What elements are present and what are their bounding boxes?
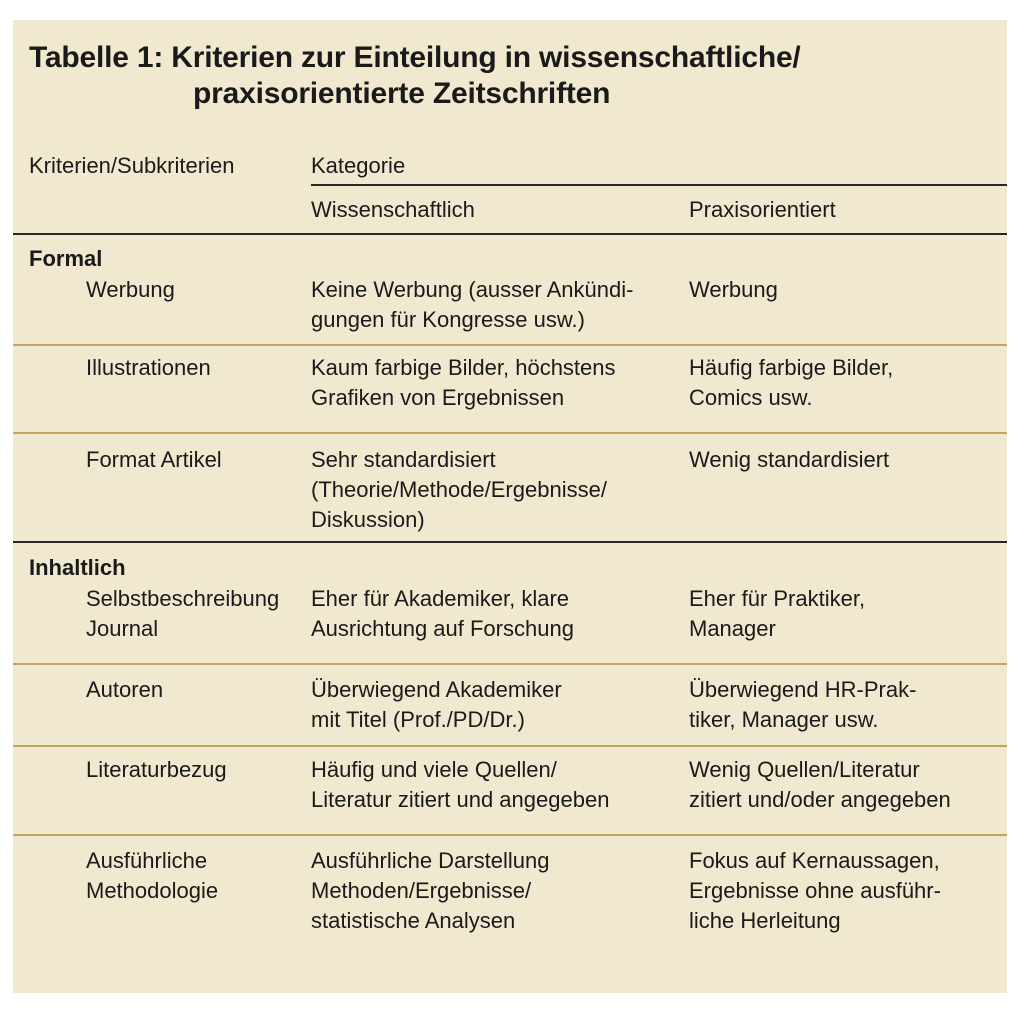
criterion-label: Journal [86, 616, 159, 641]
header-col-practice: Praxisorientiert [689, 197, 836, 222]
practice-text: Wenig Quellen/Literatur [689, 757, 920, 782]
practice-text: Comics usw. [689, 385, 813, 410]
header-col-scientific: Wissenschaftlich [311, 197, 475, 222]
row-divider [13, 663, 1007, 665]
criterion-label: Literaturbezug [86, 757, 227, 782]
header-category-rule [311, 184, 1007, 186]
criterion-label: Illustrationen [86, 355, 211, 380]
criterion-label: Werbung [86, 277, 175, 302]
scientific-text: Überwiegend Akademiker [311, 677, 562, 702]
scientific-text: Ausführliche Darstellung [311, 848, 550, 873]
row-divider [13, 344, 1007, 346]
practice-text: Häufig farbige Bilder, [689, 355, 894, 380]
practice-text: Fokus auf Kernaussagen, [689, 848, 940, 873]
row-divider [13, 834, 1007, 836]
scientific-text: gungen für Kongresse usw.) [311, 307, 585, 332]
practice-text: Werbung [689, 277, 778, 302]
row-divider [13, 432, 1007, 434]
practice-text: Eher für Praktiker, [689, 586, 866, 611]
header-bottom-rule [13, 233, 1007, 235]
scientific-text: Methoden/Ergebnisse/ [311, 878, 532, 903]
scientific-text: Kaum farbige Bilder, höchstens [311, 355, 616, 380]
practice-text: Überwiegend HR-Prak- [689, 677, 917, 702]
scientific-text: statistische Analysen [311, 908, 516, 933]
header-category: Kategorie [311, 153, 406, 178]
scientific-text: Grafiken von Ergebnissen [311, 385, 565, 410]
row-divider [13, 745, 1007, 747]
scientific-text: Keine Werbung (ausser Ankündi- [311, 277, 634, 302]
scientific-text: (Theorie/Methode/Ergebnisse/ [311, 477, 607, 502]
practice-text: Wenig standardisiert [689, 447, 890, 472]
scientific-text: Häufig und viele Quellen/ [311, 757, 557, 782]
scientific-text: Eher für Akademiker, klare [311, 586, 570, 611]
criterion-label: Selbstbeschreibung [86, 586, 280, 611]
header-criteria: Kriterien/Subkriterien [29, 153, 235, 178]
criterion-label: Autoren [86, 677, 164, 702]
scientific-text: Ausrichtung auf Forschung [311, 616, 574, 641]
table-title-line-2: praxisorientierte Zeitschriften [193, 77, 611, 110]
practice-text: Manager [689, 616, 776, 641]
criterion-label: Format Artikel [86, 447, 222, 472]
scientific-text: Diskussion) [311, 507, 425, 532]
scientific-text: mit Titel (Prof./PD/Dr.) [311, 707, 525, 732]
group-content: Inhaltlich [29, 555, 126, 580]
practice-text: liche Herleitung [689, 908, 841, 933]
scientific-text: Literatur zitiert und angegeben [311, 787, 610, 812]
criterion-label: Methodologie [86, 878, 219, 903]
practice-text: zitiert und/oder angegeben [689, 787, 951, 812]
practice-text: Ergebnisse ohne ausführ- [689, 878, 941, 903]
practice-text: tiker, Manager usw. [689, 707, 879, 732]
table-title-line-1: Tabelle 1: Kriterien zur Einteilung in wissenschaftliche/ [29, 41, 801, 74]
criterion-label: Ausführliche [86, 848, 208, 873]
scientific-text: Sehr standardisiert [311, 447, 496, 472]
group-divider [13, 541, 1007, 543]
group-formal: Formal [29, 246, 103, 271]
